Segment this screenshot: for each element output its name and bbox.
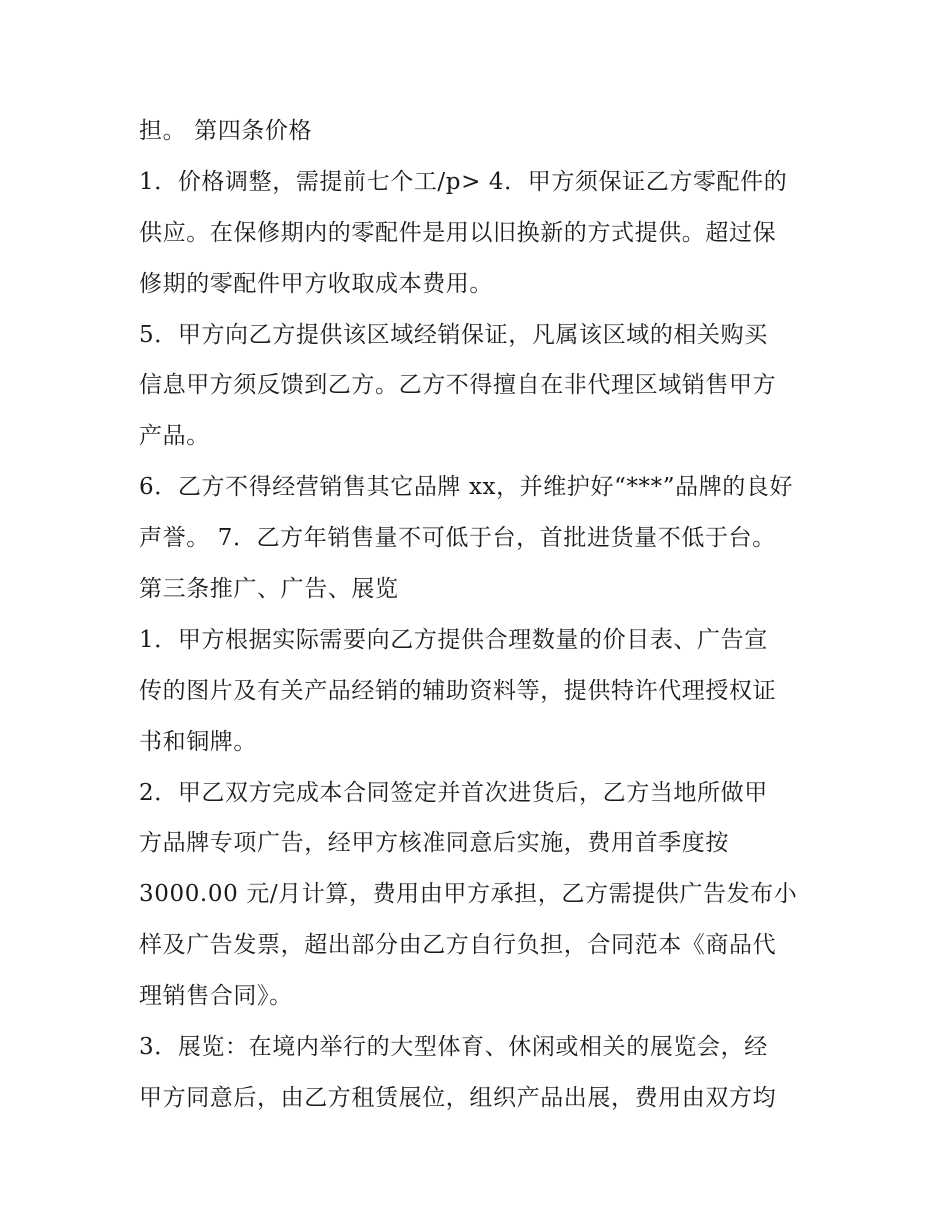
text-line: 修期的零配件甲方收取成本费用。 (139, 270, 493, 297)
document-body (139, 106, 819, 1124)
text-line: 6．乙方不得经营销售其它品牌 xx，并维护好“***”品牌的良好 (139, 474, 794, 501)
text-line: 传的图片及有关产品经销的辅助资料等，提供特许代理授权证 (139, 677, 777, 704)
text-line: 第三条推广、广告、展览 (139, 576, 399, 603)
text-line: 1．甲方根据实际需要向乙方提供合理数量的价目表、广告宣 (139, 626, 768, 653)
text-line: 书和铜牌。 (139, 728, 257, 755)
text-line: 担。 第四条价格 (139, 118, 313, 144)
text-line: 2．甲乙双方完成本合同签定并首次进货后，乙方当地所做甲 (139, 779, 768, 806)
text-line: 样及广告发票，超出部分由乙方自行负担，合同范本《商品代 (139, 932, 777, 959)
text-line: 方品牌专项广告，经甲方核准同意后实施，费用首季度按 (139, 830, 729, 857)
text-line: 信息甲方须反馈到乙方。乙方不得擅自在非代理区域销售甲方 (139, 372, 777, 399)
text-line: 1．价格调整，需提前七个工/p> 4．甲方须保证乙方零配件的 (139, 168, 788, 195)
text-line: 理销售合同》。 (139, 983, 293, 1010)
text-line: 5．甲方向乙方提供该区域经销保证，凡属该区域的相关购买 (139, 321, 768, 348)
text-line: 声誉。 7．乙方年销售量不可低于台，首批进货量不低于台。 (139, 525, 776, 552)
text-line: 供应。在保修期内的零配件是用以旧换新的方式提供。超过保 (139, 219, 777, 246)
text-line: 甲方同意后，由乙方租赁展位，组织产品出展，费用由双方均 (139, 1084, 777, 1111)
text-line: 3000.00 元/月计算，费用由甲方承担，乙方需提供广告发布小 (139, 881, 798, 908)
text-line: 3．展览：在境内举行的大型体育、休闲或相关的展览会，经 (139, 1034, 768, 1061)
text-line: 产品。 (139, 423, 210, 450)
